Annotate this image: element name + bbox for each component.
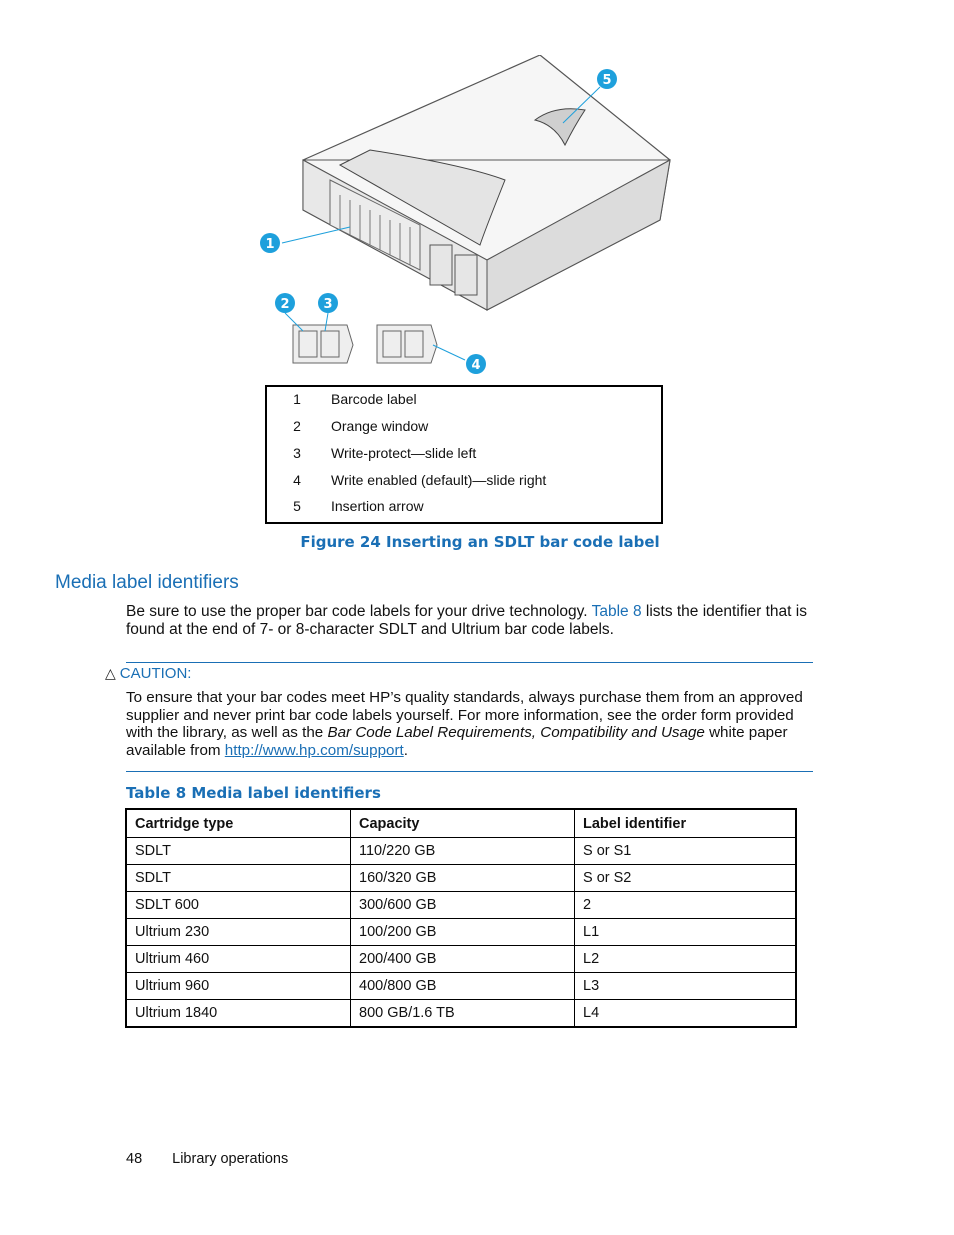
svg-text:3: 3 [323,297,333,312]
svg-text:4: 4 [471,358,481,373]
intro-text: Be sure to use the proper bar code labels for your drive technology. [126,603,588,620]
legend-number: 5 [293,498,301,514]
table-cell: L1 [575,919,797,946]
table-row [126,865,796,892]
svg-text:5: 5 [602,73,612,88]
intro-paragraph [126,603,816,639]
table-cell: 300/600 GB [351,892,575,919]
table-cell: SDLT 600 [126,892,351,919]
caution-bottom-rule [126,771,813,772]
table-cell: SDLT [126,865,351,892]
table-cell: S or S1 [575,838,797,865]
table-cell: 800 GB/1.6 TB [351,1000,575,1028]
page-number: 48 [126,1151,143,1167]
callout-1 [260,233,280,253]
column-header: Cartridge type [126,809,351,838]
intro-text-continued: lists the identifier that is found at the end of 7- or 8-character SDLT and Ultrium bar code labels. [126,603,807,638]
legend-text: Write enabled (default)—slide right [331,472,547,488]
caution-label-text: CAUTION: [119,665,192,682]
table-cell: Ultrium 960 [126,973,351,1000]
white-paper-title: Bar Code Label Requirements, Compatibility and Usage [327,724,705,741]
legend-number: 1 [293,391,301,407]
caution-label [105,665,191,682]
table-cell: 110/220 GB [351,838,575,865]
table-cell: 200/400 GB [351,946,575,973]
table-cell: 160/320 GB [351,865,575,892]
figure-legend [265,385,663,524]
table-row [126,919,796,946]
caution-text-middle: white paper available from [126,724,788,759]
legend-text: Insertion arrow [331,498,424,514]
table-row [126,838,796,865]
media-label-identifiers-table [125,808,797,1028]
footer-section: Library operations [172,1151,289,1167]
table-cell: 2 [575,892,797,919]
table-cell: SDLT [126,838,351,865]
caution-text-end: . [403,741,408,759]
table-cell: 100/200 GB [351,919,575,946]
legend-number: 3 [293,445,301,461]
svg-text:1: 1 [265,237,275,252]
table-cell: L4 [575,1000,797,1028]
svg-text:2: 2 [280,297,290,312]
table-header-row [126,809,796,838]
page-footer [126,1151,288,1167]
column-header: Capacity [351,809,575,838]
callout-5 [597,69,617,89]
caution-paragraph [126,689,816,759]
table-cell: 400/800 GB [351,973,575,1000]
table-cell: L3 [575,973,797,1000]
legend-text: Write-protect—slide left [331,445,477,461]
column-header: Label identifier [575,809,797,838]
legend-number: 4 [293,472,301,488]
table-cell: Ultrium 1840 [126,1000,351,1028]
hp-support-link[interactable]: http://www.hp.com/support [224,741,404,759]
legend-number: 2 [293,418,301,434]
table-row [126,973,796,1000]
table-cell: L2 [575,946,797,973]
legend-text: Orange window [331,418,429,434]
callout-4 [466,354,486,374]
table-caption: Table 8 Media label identifiers [126,784,381,802]
caution-triangle-icon: △ [105,665,116,681]
table-8-link[interactable]: Table 8 [591,603,642,620]
table-cell: Ultrium 230 [126,919,351,946]
section-heading: Media label identifiers [55,572,239,593]
table-cell: S or S2 [575,865,797,892]
caution-text: To ensure that your bar codes meet HP’s quality standards, always purchase them from an approved supplier and never print bar code labels yourself. For more information, see the order form provided with the library, as well as the [126,689,803,741]
table-row [126,946,796,973]
figure-caption: Figure 24 Inserting an SDLT bar code label [300,533,660,551]
callout-2 [275,293,295,313]
caution-top-rule [126,662,813,663]
legend-text: Barcode label [331,391,417,407]
table-row [126,1000,796,1028]
table-row [126,892,796,919]
callout-3 [318,293,338,313]
sdlt-cartridge-illustration [255,55,695,380]
table-cell: Ultrium 460 [126,946,351,973]
